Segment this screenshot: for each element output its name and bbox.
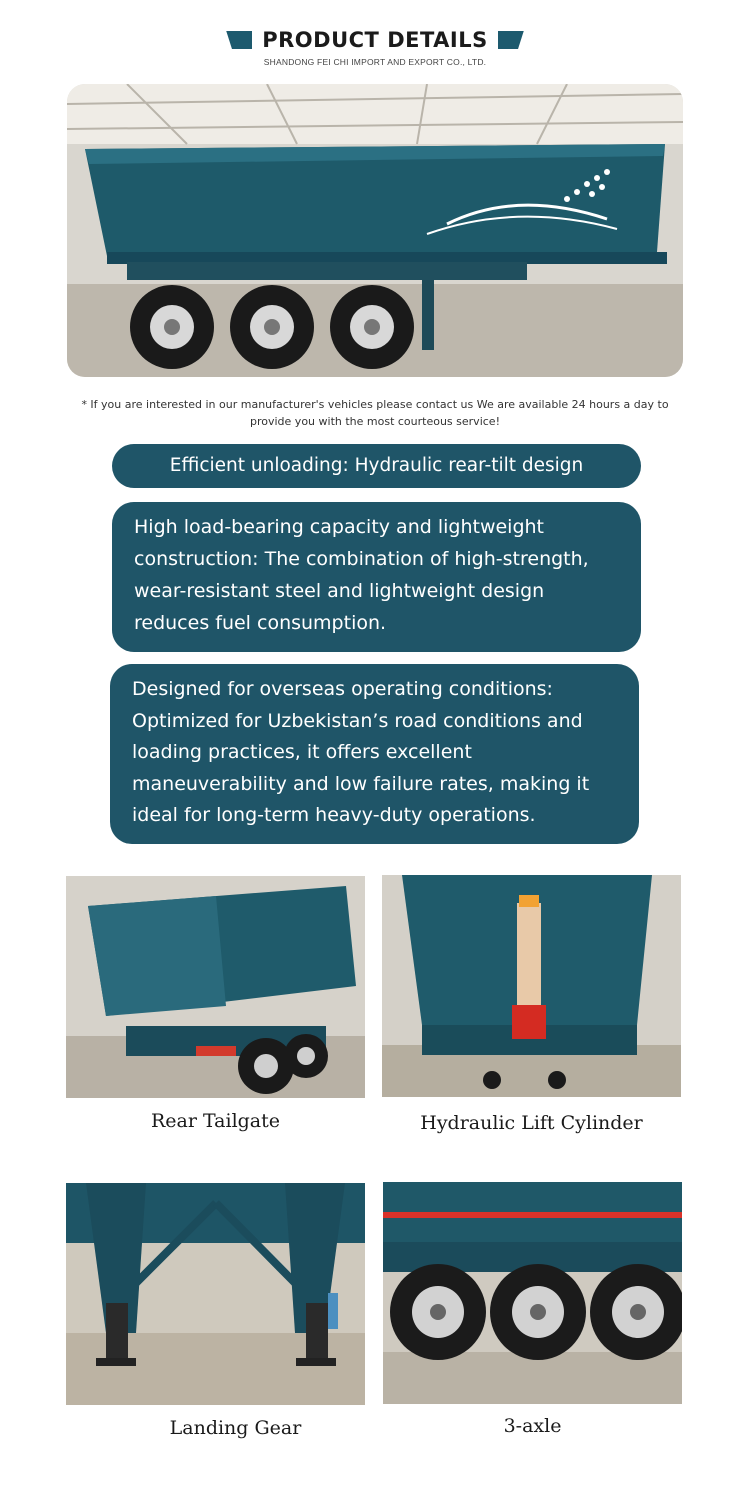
landing-gear-photo	[66, 1183, 365, 1405]
title-row	[0, 28, 750, 52]
flag-right-icon	[498, 31, 524, 49]
rear-tailgate-photo	[66, 876, 365, 1098]
page-header	[0, 28, 750, 67]
caption-three-axle: 3-axle	[503, 1415, 562, 1437]
caption-landing-gear: Landing Gear	[169, 1417, 302, 1439]
feature-overseas: Designed for overseas operating conditions: Optimized for Uzbekistan’s road conditions and loading practices, it offers excellent maneuverability and low failure rates, making it ideal for long-term heavy-duty operations.	[110, 664, 639, 844]
caption-rear-tailgate: Rear Tailgate	[150, 1110, 281, 1132]
flag-left-icon	[226, 31, 252, 49]
hydraulic-cylinder-photo	[382, 875, 681, 1097]
three-axle-photo	[383, 1182, 682, 1404]
caption-hydraulic-cylinder: Hydraulic Lift Cylinder	[420, 1112, 643, 1134]
company-name: SHANDONG FEI CHI IMPORT AND EXPORT CO., LTD.	[263, 57, 487, 67]
feature-load-capacity: High load-bearing capacity and lightweight construction: The combination of high-strength, wear-resistant steel and lightweight design reduces fuel consumption.	[112, 502, 641, 652]
hero-trailer-photo	[67, 84, 683, 377]
feature-unloading: Efficient unloading: Hydraulic rear-tilt design	[112, 444, 641, 488]
contact-notice: * If you are interested in our manufacturer's vehicles please contact us We are available 24 hours a day to provide you with the most courteous service!	[81, 398, 669, 428]
page-title: PRODUCT DETAILS	[262, 28, 488, 52]
